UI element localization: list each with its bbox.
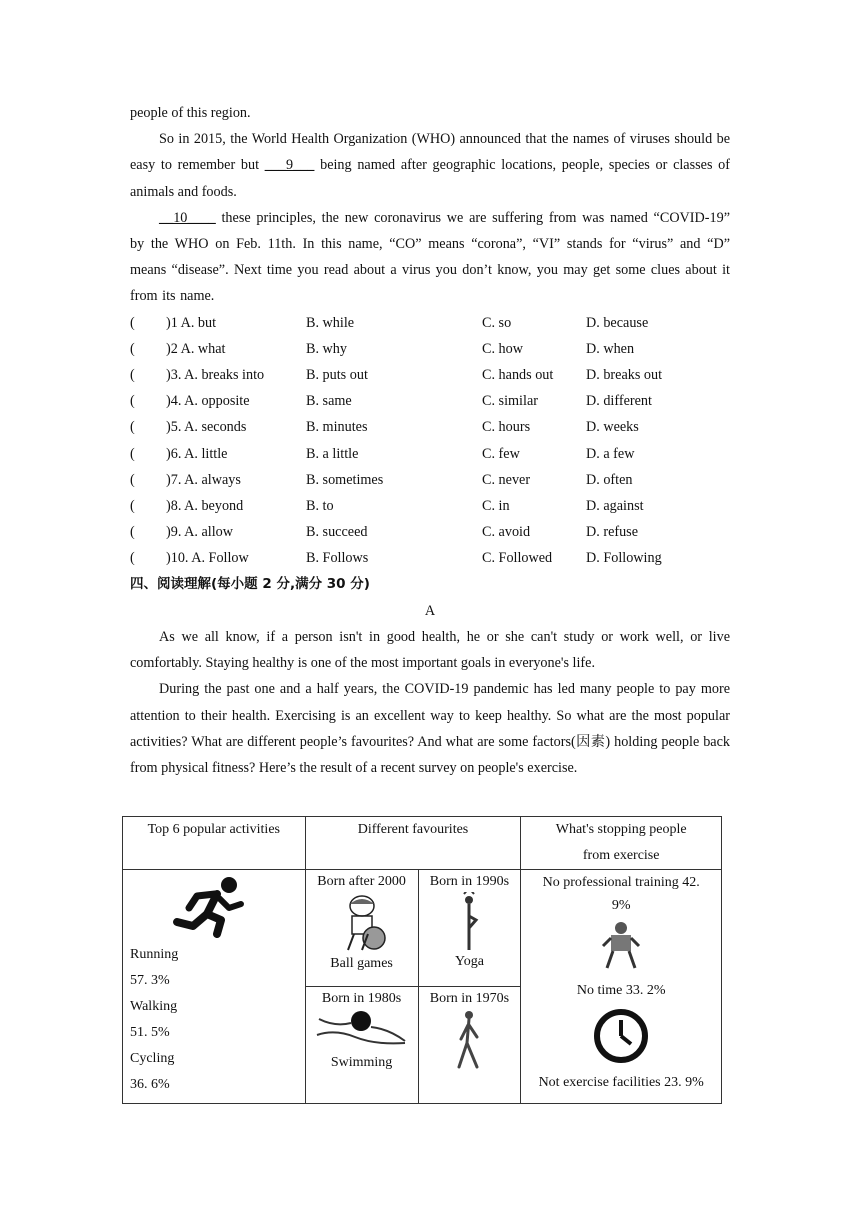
- option-row: [130, 362, 730, 388]
- option-row: [130, 310, 730, 336]
- favourite-group: Born in 1970s: [429, 991, 510, 1006]
- option-d: D. often: [586, 471, 633, 488]
- reading-paragraph-2: During the past one and a half years, the COVID-19 pandemic has led many people to pay more attention to their health. Exercising is an excellent way to keep healthy. So what are the most popular activities? What are different people’s favourites? And what are some factors(因素) holding people back from physical fitness? Here’s the result of a recent survey on people's exercise.: [130, 681, 730, 776]
- favourite-name: Swimming: [330, 1055, 393, 1070]
- survey-table: [122, 816, 722, 1104]
- option-d: D. because: [586, 314, 649, 331]
- option-a: )3. A. breaks into: [166, 366, 265, 383]
- blank-9: ___9___: [264, 157, 315, 174]
- option-c: C. never: [482, 471, 531, 488]
- answer-paren: (: [130, 524, 135, 541]
- option-b: B. why: [306, 340, 347, 357]
- barriers-cell: [521, 870, 722, 1104]
- option-d: D. breaks out: [586, 366, 663, 383]
- option-c: C. few: [482, 445, 520, 462]
- option-b: B. minutes: [306, 419, 368, 436]
- option-d: D. a few: [586, 445, 635, 462]
- answer-paren: (: [130, 471, 135, 488]
- favourite-cell: [305, 870, 418, 987]
- option-c: C. hours: [482, 419, 531, 436]
- ball-games-icon: [306, 892, 418, 954]
- passage-line: people of this region.: [130, 105, 251, 121]
- option-c: C. hands out: [482, 366, 554, 383]
- activity-percent: 57. 3%: [130, 973, 170, 988]
- header-line: What's stopping people: [555, 822, 687, 837]
- favourite-group: Born after 2000: [317, 874, 406, 889]
- option-a: )5. A. seconds: [166, 419, 247, 436]
- activity-label: Walking: [130, 999, 178, 1014]
- favourite-name: Ball games: [330, 956, 393, 971]
- option-b: B. puts out: [306, 366, 368, 383]
- training-icon: [521, 920, 721, 970]
- passage-text: So in 2015, the World Health Organization (WHO) announced that the names of viruses should be easy to remember but: [130, 131, 730, 174]
- part-label: A: [424, 602, 436, 619]
- activity-label: Cycling: [130, 1051, 175, 1066]
- table-header: [521, 817, 722, 870]
- option-row: [130, 336, 730, 362]
- favourite-group: Born in 1980s: [321, 991, 402, 1006]
- clock-icon: [521, 1008, 721, 1064]
- option-a: )4. A. opposite: [166, 393, 250, 410]
- option-row: [130, 441, 730, 467]
- option-d: D. Following: [586, 550, 662, 567]
- option-a: )8. A. beyond: [166, 497, 244, 514]
- option-row: [130, 519, 730, 545]
- option-row: [130, 388, 730, 414]
- options-list: [130, 310, 730, 572]
- document-page: [130, 100, 730, 781]
- activity-percent: 36. 6%: [130, 1077, 170, 1092]
- passage-text: these principles, the new coronavirus we are suffering from was named “COVID-19” by the WHO on Feb. 11th. In this name, “CO” means “corona”, “VI” stands for “virus” and “D” means “disease”. Next time you read about a virus you don’t know, you may get some clues about it from its name.: [130, 209, 730, 305]
- activity-percent: 51. 5%: [130, 1025, 170, 1040]
- answer-paren: (: [130, 366, 135, 383]
- option-d: D. refuse: [586, 524, 638, 541]
- option-d: D. when: [586, 340, 635, 357]
- favourite-cell: [418, 870, 521, 987]
- answer-paren: (: [130, 314, 135, 331]
- barrier-label: Not exercise facilities 23. 9%: [538, 1075, 704, 1090]
- option-row: [130, 414, 730, 440]
- option-b: B. to: [306, 497, 334, 514]
- option-row: [130, 545, 730, 571]
- option-c: C. Followed: [482, 550, 553, 567]
- option-row: [130, 493, 730, 519]
- favourite-cell: [305, 987, 418, 1104]
- option-b: B. sometimes: [306, 471, 384, 488]
- table-header: Top 6 popular activities: [123, 817, 306, 870]
- answer-paren: (: [130, 550, 135, 567]
- running-icon: [167, 876, 247, 938]
- section-heading: 四、阅读理解(每小题 2 分,满分 30 分): [130, 576, 370, 593]
- answer-paren: (: [130, 393, 135, 410]
- passage-paragraph-2: [130, 205, 730, 310]
- option-b: B. Follows: [306, 550, 369, 567]
- passage-paragraph-1: [130, 126, 730, 205]
- option-a: )1 A. but: [166, 314, 217, 331]
- option-b: B. succeed: [306, 524, 368, 541]
- option-b: B. same: [306, 393, 352, 410]
- option-b: B. while: [306, 314, 355, 331]
- option-c: C. so: [482, 314, 512, 331]
- option-a: )10. A. Follow: [166, 550, 249, 567]
- table-header: Different favourites: [305, 817, 521, 870]
- option-a: )9. A. allow: [166, 524, 233, 541]
- blank-10: __10____: [159, 209, 216, 226]
- option-c: C. avoid: [482, 524, 531, 541]
- option-b: B. a little: [306, 445, 359, 462]
- walking-icon: [419, 1009, 521, 1073]
- favourite-name: Yoga: [454, 954, 484, 969]
- activities-cell: [123, 870, 306, 1104]
- barrier-label: No time 33. 2%: [576, 983, 666, 998]
- option-a: )7. A. always: [166, 471, 241, 488]
- option-c: C. in: [482, 497, 510, 514]
- barrier-label: 9%: [611, 898, 631, 913]
- answer-paren: (: [130, 419, 135, 436]
- barrier-label: No professional training 42.: [542, 875, 700, 890]
- option-d: D. different: [586, 393, 652, 410]
- option-c: C. similar: [482, 393, 538, 410]
- option-a: )2 A. what: [166, 340, 226, 357]
- favourite-cell: [418, 987, 521, 1104]
- header-line: from exercise: [582, 848, 660, 863]
- answer-paren: (: [130, 340, 135, 357]
- answer-paren: (: [130, 445, 135, 462]
- passage-text: being named after geographic locations, people, species or classes of animals and foods.: [130, 157, 730, 200]
- option-d: D. against: [586, 497, 644, 514]
- reading-paragraph-1: As we all know, if a person isn't in good health, he or she can't study or work well, or live comfortably. Staying healthy is one of the most important goals in everyone's life.: [130, 628, 730, 672]
- option-c: C. how: [482, 340, 523, 357]
- swimming-icon: [306, 1009, 418, 1053]
- activity-label: Running: [130, 947, 179, 962]
- answer-paren: (: [130, 497, 135, 514]
- option-d: D. weeks: [586, 419, 639, 436]
- option-a: )6. A. little: [166, 445, 228, 462]
- option-row: [130, 467, 730, 493]
- favourite-group: Born in 1990s: [429, 874, 510, 889]
- yoga-icon: [419, 892, 521, 952]
